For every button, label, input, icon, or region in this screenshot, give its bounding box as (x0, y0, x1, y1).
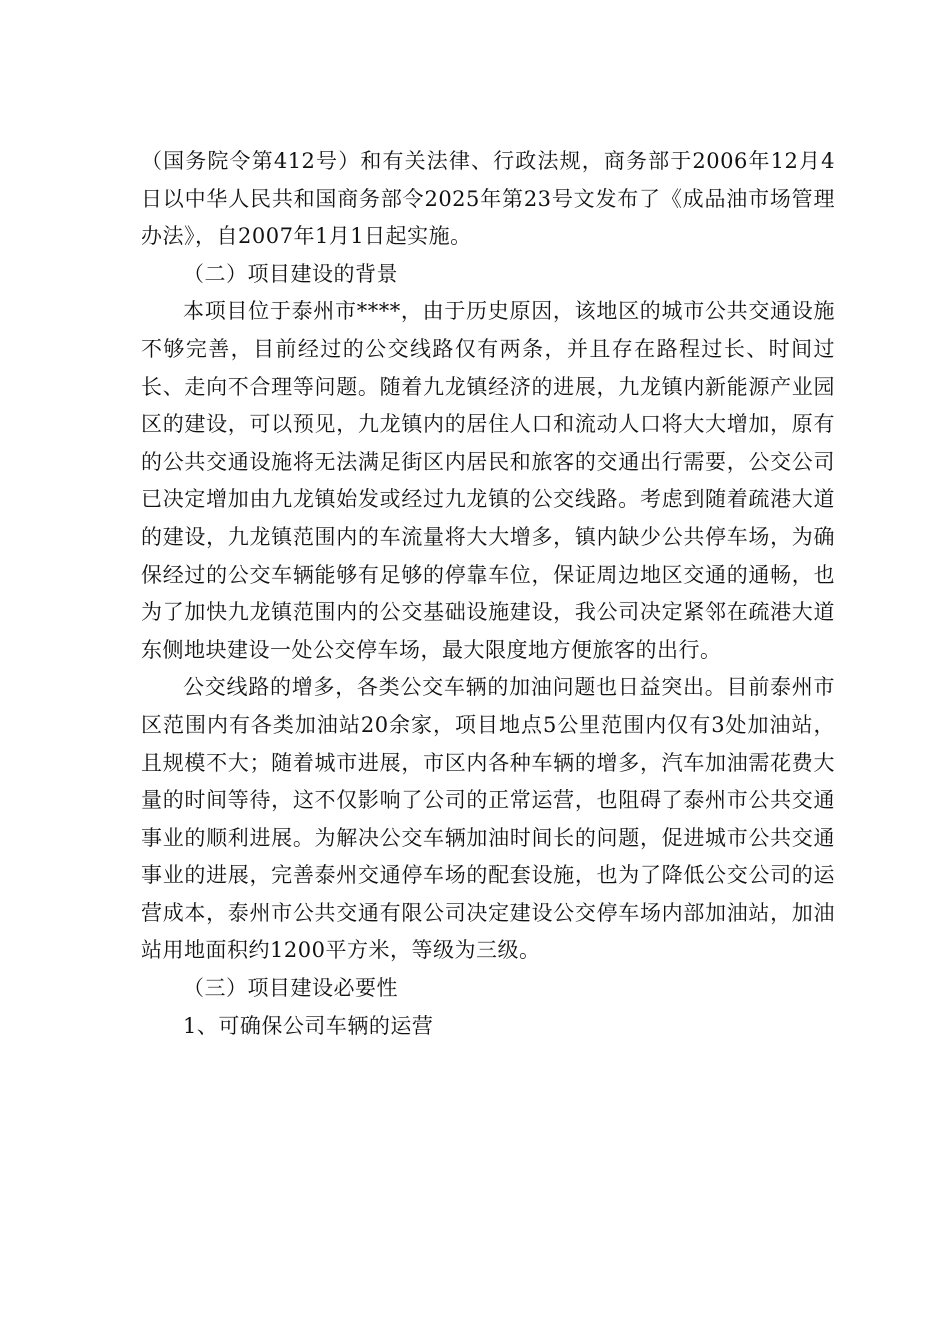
section-heading-background: （二）项目建设的背景 (183, 261, 398, 286)
document-body (141, 143, 835, 1045)
subsection-heading-operations: 1、可确保公司车辆的运营 (183, 1013, 434, 1038)
paragraph-background: 本项目位于泰州市****，由于历史原因，该地区的城市公共交通设施不够完善，目前经过的公交线路仅有两条，并且存在路程过长、时间过长、走向不合理等问题。随着九龙镇经济的进展，九龙镇内新能源产业园区的建设，可以预见，九龙镇内的居住人口和流动人口将大大增加，原有的公共交通设施将无法满足街区内居民和旅客的交通出行需要，公交公司已决定增加由九龙镇始发或经过九龙镇的公交线路。考虑到随着疏港大道的建设，九龙镇范围内的车流量将大大增多，镇内缺少公共停车场，为确保经过的公交车辆能够有足够的停靠车位，保证周边地区交通的通畅，也为了加快九龙镇范围内的公交基础设施建设，我公司决定紧邻在疏港大道东侧地块建设一处公交停车场，最大限度地方便旅客的出行。 (141, 299, 835, 662)
paragraph-continuation: （国务院令第412号）和有关法律、行政法规，商务部于2006年12月4日以中华人民共和国商务部令2025年第23号文发布了《成品油市场管理办法》，自2007年1月1日起实施。 (141, 149, 835, 249)
section-heading-necessity: （三）项目建设必要性 (183, 976, 398, 1001)
paragraph-refueling: 公交线路的增多，各类公交车辆的加油问题也日益突出。目前泰州市区范围内有各类加油站20余家，项目地点5公里范围内仅有3处加油站，且规模不大；随着城市进展，市区内各种车辆的增多，汽车加油需花费大量的时间等待，这不仅影响了公司的正常运营，也阻碍了泰州市公共交通事业的顺利进展。为解决公交车辆加油时间长的问题，促进城市公共交通事业的进展，完善泰州交通停车场的配套设施，也为了降低公交公司的运营成本，泰州市公共交通有限公司决定建设公交停车场内部加油站，加油站用地面积约1200平方米，等级为三级。 (141, 675, 835, 963)
